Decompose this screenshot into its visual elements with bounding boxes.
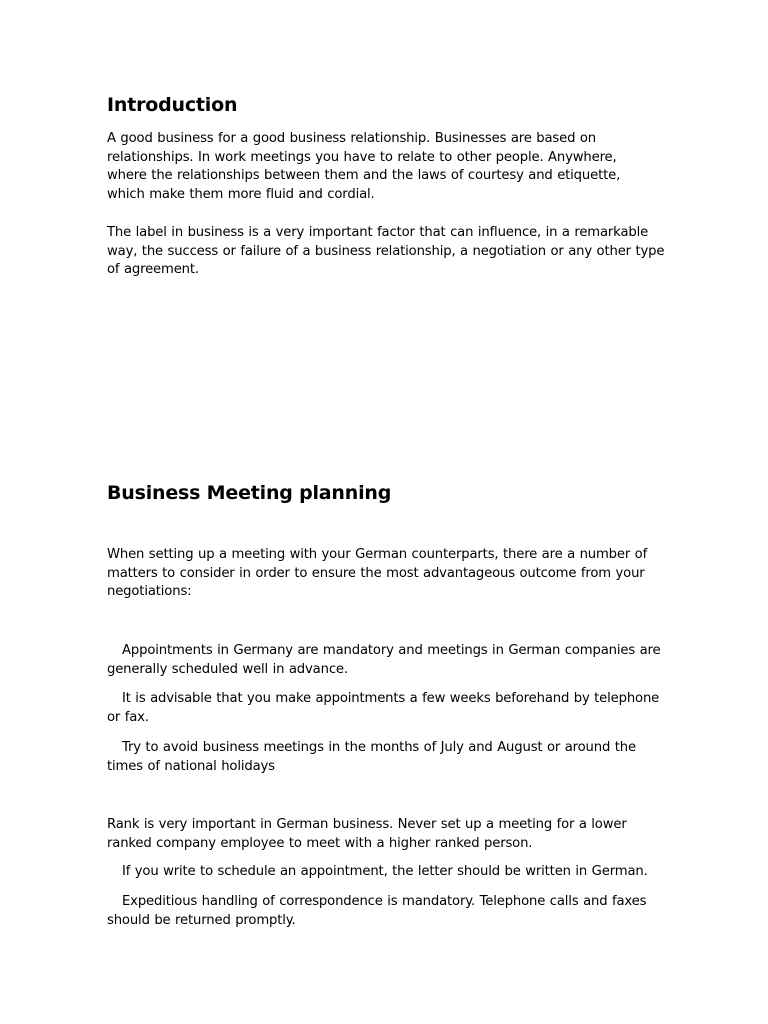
planning-paragraph: Appointments in Germany are mandatory and meetings in German companies are generally scheduled well in advance. <box>107 643 661 677</box>
planning-paragraph: Expeditious handling of correspondence is mandatory. Telephone calls and faxes should be returned promptly. <box>107 894 647 928</box>
introduction-paragraph: A good business for a good business relationship. Businesses are based on relationships. In work meetings you have to relate to other people. Anywhere, where the relationships between them and the laws of courtesy and etiquette, which make them more fluid and cordial. <box>107 131 621 202</box>
introduction-heading: Introduction <box>107 94 238 116</box>
planning-paragraph: When setting up a meeting with your German counterparts, there are a number of matters to consider in order to ensure the most advantageous outcome from your negotiations: <box>107 547 648 600</box>
planning-paragraph: Rank is very important in German business. Never set up a meeting for a lower ranked company employee to meet with a higher ranked person. <box>107 817 627 851</box>
planning-paragraph: Try to avoid business meetings in the months of July and August or around the times of national holidays <box>107 740 636 774</box>
planning-paragraph: If you write to schedule an appointment, the letter should be written in German. <box>122 864 648 879</box>
planning-paragraph: It is advisable that you make appointments a few weeks beforehand by telephone or fax. <box>107 691 660 725</box>
introduction-paragraph: The label in business is a very important factor that can influence, in a remarkable way, the success or failure of a business relationship, a negotiation or any other type of agreement. <box>107 225 665 278</box>
planning-heading: Business Meeting planning <box>107 482 392 504</box>
